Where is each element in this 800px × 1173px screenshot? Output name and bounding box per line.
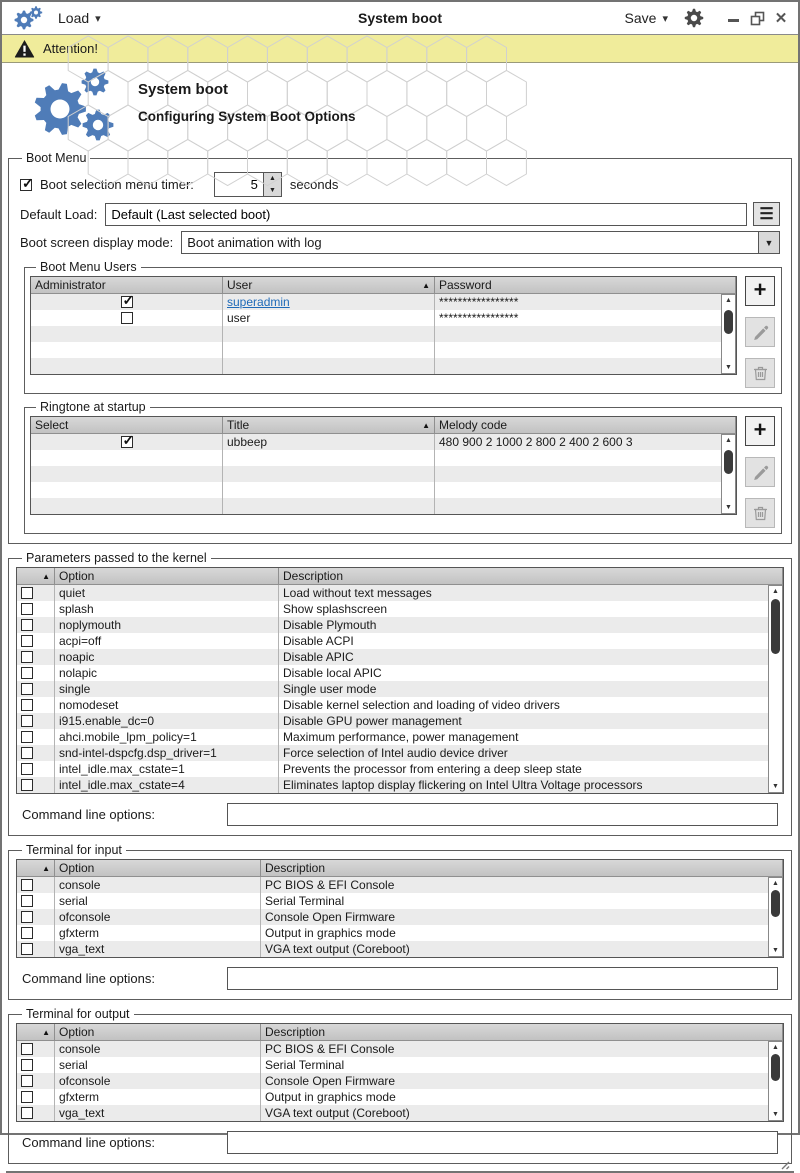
scroll-down-icon[interactable]: ▼ (725, 364, 732, 371)
table-cell (435, 482, 736, 498)
table-cell (17, 681, 55, 697)
scroll-up-icon[interactable]: ▲ (772, 880, 779, 887)
display-mode-dropdown[interactable] (181, 231, 780, 254)
table-cell (17, 665, 55, 681)
table-cell (223, 294, 435, 310)
table-cell: PC BIOS & EFI Console (265, 1042, 395, 1056)
column-header[interactable] (17, 1024, 55, 1040)
column-header[interactable]: Password (435, 277, 736, 293)
table-cell (223, 498, 435, 514)
table-cell (17, 877, 55, 893)
terminal-output-legend: Terminal for output (26, 1007, 130, 1021)
table-cell (31, 358, 223, 374)
kernel-cmdline-label: Command line options: (22, 807, 155, 822)
table-row[interactable] (17, 925, 783, 941)
add-user-button[interactable] (745, 276, 775, 306)
table-row[interactable] (17, 909, 783, 925)
row-checkbox[interactable] (21, 1075, 33, 1087)
load-menu-button[interactable] (58, 10, 101, 26)
table-cell: Single user mode (283, 682, 377, 696)
table-cell: intel_idle.max_cstate=4 (55, 777, 279, 793)
row-checkbox[interactable] (21, 715, 33, 727)
table-row[interactable] (31, 358, 736, 374)
table-cell: serial (55, 1057, 261, 1073)
row-checkbox[interactable] (21, 779, 33, 791)
table-cell (17, 777, 55, 793)
table-row[interactable] (31, 326, 736, 342)
row-checkbox[interactable] (21, 927, 33, 939)
table-cell (31, 310, 223, 326)
table-cell (17, 697, 55, 713)
row-checkbox[interactable] (21, 587, 33, 599)
row-checkbox[interactable] (21, 619, 33, 631)
row-checkbox[interactable] (21, 667, 33, 679)
delete-user-button[interactable] (745, 358, 775, 388)
table-cell: Maximum performance, power management (283, 730, 519, 744)
table-row[interactable] (31, 294, 736, 310)
table-cell (17, 729, 55, 745)
users-scrollbar[interactable] (721, 294, 736, 374)
table-cell: Disable ACPI (283, 634, 354, 648)
chevron-down-icon: ▾ (95, 12, 101, 25)
ringtone-table (30, 416, 737, 515)
table-cell: quiet (55, 585, 279, 601)
load-menu-label: Load (58, 10, 90, 26)
attention-text: Attention! (43, 41, 98, 56)
user-link[interactable]: superadmin (227, 295, 290, 309)
row-checkbox[interactable] (21, 699, 33, 711)
dropdown-arrow-icon[interactable]: ▼ (758, 232, 779, 253)
warning-icon (14, 39, 35, 58)
column-header[interactable] (17, 568, 55, 584)
table-cell (223, 342, 435, 358)
table-cell: Console Open Firmware (265, 910, 396, 924)
table-cell (17, 585, 55, 601)
resize-grip[interactable] (779, 1159, 790, 1170)
table-header-row (17, 568, 783, 585)
table-cell: Output in graphics mode (265, 1090, 396, 1104)
column-header[interactable]: Select (31, 417, 223, 433)
table-row[interactable] (17, 941, 783, 957)
terminal-input-scrollbar[interactable] (768, 877, 783, 957)
table-header-row (17, 1024, 783, 1041)
edit-user-button[interactable] (745, 317, 775, 347)
terminal-output-table (16, 1023, 784, 1122)
table-row[interactable] (17, 1073, 783, 1089)
table-cell: Output in graphics mode (265, 926, 396, 940)
table-row[interactable] (17, 681, 783, 697)
scrollbar-thumb[interactable] (724, 310, 733, 334)
table-row[interactable] (31, 482, 736, 498)
plus-icon: + (753, 417, 767, 442)
display-mode-label: Boot screen display mode: (20, 235, 174, 250)
gears-logo-icon (20, 65, 120, 149)
table-cell: Serial Terminal (265, 1058, 345, 1072)
scroll-down-icon[interactable]: ▼ (772, 1111, 779, 1118)
kernel-params-group (8, 551, 792, 836)
table-row[interactable] (31, 342, 736, 358)
table-cell: vga_text (55, 941, 261, 957)
ringtone-group (24, 400, 782, 534)
table-cell (31, 498, 223, 514)
row-checkbox[interactable] (21, 943, 33, 955)
table-cell: gfxterm (55, 1089, 261, 1105)
table-cell (31, 466, 223, 482)
table-cell: noapic (55, 649, 279, 665)
terminal-input-table (16, 859, 784, 958)
terminal-input-cmdline-label: Command line options: (22, 971, 155, 986)
table-row[interactable] (31, 466, 736, 482)
table-cell: 480 900 2 1000 2 800 2 400 2 600 3 (439, 435, 633, 449)
ringtone-legend: Ringtone at startup (40, 400, 146, 414)
scroll-up-icon[interactable]: ▲ (725, 437, 732, 444)
display-mode-value: Boot animation with log (187, 235, 322, 250)
table-cell (31, 294, 223, 310)
row-checkbox[interactable] (21, 1043, 33, 1055)
table-cell: ***************** (439, 295, 519, 309)
attention-banner (2, 35, 798, 63)
row-checkbox[interactable] (121, 296, 133, 308)
table-cell (17, 893, 55, 909)
row-checkbox[interactable] (21, 1107, 33, 1119)
table-cell: Console Open Firmware (265, 1074, 396, 1088)
table-cell: nolapic (55, 665, 279, 681)
table-cell (435, 358, 736, 374)
timer-label: Boot selection menu timer: (40, 177, 194, 192)
ringtone-scrollbar[interactable] (721, 434, 736, 514)
table-cell: serial (55, 893, 261, 909)
column-header[interactable]: User ▲ (223, 277, 435, 293)
kernel-scrollbar[interactable] (768, 585, 783, 793)
column-header[interactable]: Description (261, 860, 783, 876)
table-cell: console (55, 877, 261, 893)
table-cell (17, 617, 55, 633)
scroll-up-icon[interactable]: ▲ (725, 297, 732, 304)
scrollbar-thumb[interactable] (771, 890, 780, 917)
table-cell (17, 1057, 55, 1073)
default-load-input[interactable] (105, 203, 747, 226)
table-cell (223, 450, 435, 466)
maximize-button[interactable] (750, 11, 764, 25)
close-button[interactable]: ✕ (774, 10, 788, 27)
app-gears-icon (12, 5, 44, 31)
terminal-output-group (8, 1007, 792, 1164)
hexagon-pattern (128, 65, 476, 149)
table-row[interactable] (17, 617, 783, 633)
row-checkbox[interactable] (21, 635, 33, 647)
table-row[interactable] (17, 1057, 783, 1073)
kernel-params-legend: Parameters passed to the kernel (26, 551, 207, 565)
chevron-down-icon: ▾ (662, 12, 668, 25)
table-cell: gfxterm (55, 925, 261, 941)
table-cell: Force selection of Intel audio device driver (283, 746, 508, 760)
table-cell (31, 450, 223, 466)
column-header[interactable]: Description (279, 568, 783, 584)
row-checkbox[interactable] (21, 731, 33, 743)
table-cell (435, 342, 736, 358)
table-cell (17, 649, 55, 665)
terminal-input-cmdline-input[interactable] (227, 967, 778, 990)
timer-value-input[interactable] (215, 173, 263, 196)
scroll-down-icon[interactable]: ▼ (772, 947, 779, 954)
table-cell (435, 498, 736, 514)
table-row[interactable] (17, 585, 783, 601)
table-cell: ofconsole (55, 909, 261, 925)
page-title: System boot (138, 81, 229, 98)
table-cell (223, 482, 435, 498)
table-cell: Disable local APIC (283, 666, 382, 680)
table-cell: Eliminates laptop display flickering on Intel Ultra Voltage processors (283, 778, 643, 792)
scroll-down-icon[interactable]: ▼ (725, 504, 732, 511)
table-cell (17, 633, 55, 649)
terminal-output-cmdline-input[interactable] (227, 1131, 778, 1154)
column-header[interactable]: Option (55, 1024, 261, 1040)
terminal-input-legend: Terminal for input (26, 843, 122, 857)
table-cell: nomodeset (55, 697, 279, 713)
table-cell: Disable Plymouth (283, 618, 377, 632)
row-checkbox[interactable] (21, 763, 33, 775)
save-menu-button[interactable] (625, 10, 668, 26)
pencil-icon (752, 324, 768, 340)
default-load-label: Default Load: (20, 206, 98, 222)
settings-gear-icon[interactable] (684, 8, 704, 28)
terminal-output-cmdline-label: Command line options: (22, 1135, 155, 1150)
row-checkbox[interactable] (21, 651, 33, 663)
table-cell: console (55, 1041, 261, 1057)
spinner-up-icon[interactable]: ▲ (268, 175, 276, 183)
row-checkbox[interactable] (21, 1059, 33, 1071)
table-cell (17, 601, 55, 617)
page-subtitle: Configuring System Boot Options (138, 109, 356, 124)
table-cell (31, 342, 223, 358)
scrollbar-thumb[interactable] (771, 599, 780, 654)
table-cell (17, 1105, 55, 1121)
table-cell: i915.enable_dc=0 (55, 713, 279, 729)
table-row[interactable] (31, 498, 736, 514)
table-row[interactable] (17, 649, 783, 665)
title-bar (2, 2, 798, 35)
table-header-row (17, 860, 783, 877)
row-checkbox[interactable] (121, 436, 133, 448)
column-header[interactable]: Melody code (435, 417, 736, 433)
table-row[interactable] (17, 1089, 783, 1105)
table-row[interactable] (17, 777, 783, 793)
table-cell: single (55, 681, 279, 697)
table-cell: VGA text output (Coreboot) (265, 942, 410, 956)
table-header-row (31, 277, 736, 294)
table-cell (17, 941, 55, 957)
timer-spinner (214, 172, 282, 197)
table-cell: noplymouth (55, 617, 279, 633)
table-cell: Disable kernel selection and loading of video drivers (283, 698, 560, 712)
table-cell (17, 745, 55, 761)
table-row[interactable] (17, 633, 783, 649)
row-checkbox[interactable] (21, 879, 33, 891)
table-cell (223, 358, 435, 374)
table-cell (435, 450, 736, 466)
sort-ascending-icon: ▲ (42, 863, 50, 873)
add-ringtone-button[interactable] (745, 416, 775, 446)
column-header[interactable]: Option (55, 860, 261, 876)
row-checkbox[interactable] (21, 911, 33, 923)
table-cell: ofconsole (55, 1073, 261, 1089)
row-checkbox[interactable] (21, 747, 33, 759)
table-cell (435, 466, 736, 482)
table-row[interactable] (17, 601, 783, 617)
table-row[interactable] (17, 745, 783, 761)
table-cell: VGA text output (Coreboot) (265, 1106, 410, 1120)
scrollbar-thumb[interactable] (724, 450, 733, 474)
sort-ascending-icon: ▲ (42, 571, 50, 581)
terminal-input-group (8, 843, 792, 1000)
table-cell: ahci.mobile_lpm_policy=1 (55, 729, 279, 745)
trash-icon (753, 365, 768, 381)
table-cell: user (223, 310, 435, 326)
row-checkbox[interactable] (121, 312, 133, 324)
table-cell (17, 1073, 55, 1089)
column-header[interactable] (17, 860, 55, 876)
boot-menu-legend: Boot Menu (26, 151, 87, 165)
table-row[interactable] (17, 1105, 783, 1121)
row-checkbox[interactable] (21, 895, 33, 907)
table-row[interactable] (17, 877, 783, 893)
table-cell (223, 326, 435, 342)
table-cell (17, 925, 55, 941)
timer-checkbox[interactable] (20, 179, 32, 191)
sort-ascending-icon: ▲ (422, 280, 430, 290)
spinner-down-icon[interactable]: ▼ (268, 186, 276, 194)
table-cell (31, 326, 223, 342)
plus-icon: + (753, 277, 767, 302)
scroll-up-icon[interactable]: ▲ (772, 1044, 779, 1051)
column-header[interactable]: Title ▲ (223, 417, 435, 433)
sort-ascending-icon: ▲ (42, 1027, 50, 1037)
table-cell (17, 1041, 55, 1057)
pencil-icon (752, 464, 768, 480)
table-cell: splash (55, 601, 279, 617)
table-cell: snd-intel-dspcfg.dsp_driver=1 (55, 745, 279, 761)
table-row[interactable] (17, 1041, 783, 1057)
save-menu-label: Save (624, 10, 657, 26)
table-cell: Load without text messages (283, 586, 432, 600)
table-cell (17, 761, 55, 777)
table-row[interactable] (31, 450, 736, 466)
delete-ringtone-button[interactable] (745, 498, 775, 528)
table-row[interactable] (31, 434, 736, 450)
table-cell: vga_text (55, 1105, 261, 1121)
table-cell: ubbeep (223, 434, 435, 450)
table-row[interactable] (17, 697, 783, 713)
boot-menu-users-group (24, 260, 782, 394)
hamburger-menu-button[interactable]: ☰ (753, 202, 780, 226)
table-cell (435, 326, 736, 342)
table-cell: Disable GPU power management (283, 714, 462, 728)
users-table (30, 276, 737, 375)
scroll-up-icon[interactable]: ▲ (772, 588, 779, 595)
kernel-cmdline-input[interactable] (227, 803, 778, 826)
boot-menu-users-legend: Boot Menu Users (40, 260, 137, 274)
scrollbar-thumb[interactable] (771, 1054, 780, 1081)
table-cell (17, 1089, 55, 1105)
table-row[interactable] (31, 310, 736, 326)
column-header[interactable]: Description (261, 1024, 783, 1040)
table-cell (31, 482, 223, 498)
row-checkbox[interactable] (21, 1091, 33, 1103)
table-cell: intel_idle.max_cstate=1 (55, 761, 279, 777)
table-cell (17, 909, 55, 925)
table-row[interactable] (17, 665, 783, 681)
trash-icon (753, 505, 768, 521)
edit-ringtone-button[interactable] (745, 457, 775, 487)
sort-ascending-icon: ▲ (422, 420, 430, 430)
table-cell (17, 713, 55, 729)
table-cell (31, 434, 223, 450)
boot-menu-group (8, 151, 792, 544)
scroll-down-icon[interactable]: ▼ (772, 783, 779, 790)
table-row[interactable] (17, 761, 783, 777)
table-cell: Serial Terminal (265, 894, 345, 908)
table-cell (223, 466, 435, 482)
row-checkbox[interactable] (21, 603, 33, 615)
table-cell: ***************** (439, 311, 519, 325)
table-row[interactable] (17, 893, 783, 909)
column-header[interactable]: Option (55, 568, 279, 584)
table-cell: Prevents the processor from entering a deep sleep state (283, 762, 582, 776)
timer-unit-label: seconds (289, 177, 339, 192)
table-cell: Disable APIC (283, 650, 354, 664)
column-header[interactable]: Administrator (31, 277, 223, 293)
table-row[interactable] (17, 713, 783, 729)
minimize-button[interactable] (726, 11, 740, 25)
table-header-row (31, 417, 736, 434)
table-cell: PC BIOS & EFI Console (265, 878, 395, 892)
page-header (2, 63, 798, 151)
table-cell: Show splashscreen (283, 602, 388, 616)
table-cell: acpi=off (55, 633, 279, 649)
window-title: System boot (357, 10, 442, 26)
terminal-output-scrollbar[interactable] (768, 1041, 783, 1121)
table-row[interactable] (17, 729, 783, 745)
row-checkbox[interactable] (21, 683, 33, 695)
kernel-params-table (16, 567, 784, 794)
